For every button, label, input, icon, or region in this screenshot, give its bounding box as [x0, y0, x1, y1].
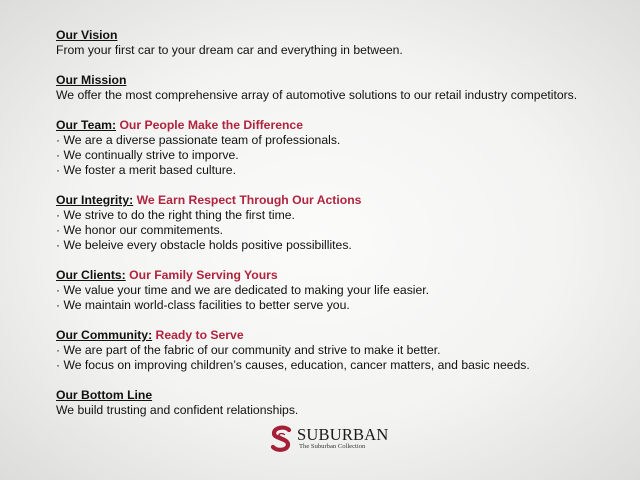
heading-tagline: Ready to Serve: [155, 328, 244, 342]
bullet-line: · We maintain world-class facilities to better serve you.: [56, 298, 350, 312]
section-heading: [56, 328, 616, 343]
section-heading: [56, 193, 616, 208]
section-vision: [56, 28, 616, 58]
bullet-line: · We focus on improving children’s causes, education, cancer matters, and basic needs.: [56, 358, 530, 372]
section-heading: [56, 268, 616, 283]
values-document: [56, 28, 616, 433]
heading-label: Our Vision: [56, 28, 118, 42]
heading-label: Our Integrity:: [56, 193, 134, 207]
bullet-line: · We are a diverse passionate team of professionals.: [56, 133, 341, 147]
section-community: [56, 328, 616, 373]
bullet-line: · We value your time and we are dedicated to making your life easier.: [56, 283, 430, 297]
section-heading: [56, 28, 616, 43]
bullet-line: · We continually strive to imporve.: [56, 148, 239, 162]
bullet-line: · We honor our commitements.: [56, 223, 224, 237]
section-bottom-line: [56, 388, 616, 418]
section-heading: [56, 118, 616, 133]
section-clients: [56, 268, 616, 313]
section-line: We offer the most comprehensive array of automotive solutions to our retail industry competitors.: [56, 88, 578, 102]
heading-label: Our Team:: [56, 118, 117, 132]
heading-label: Our Community:: [56, 328, 153, 342]
bullet-line: · We strive to do the right thing the first time.: [56, 208, 295, 222]
heading-label: Our Clients:: [56, 268, 126, 282]
bullet-line: · We foster a merit based culture.: [56, 163, 236, 177]
section-mission: [56, 73, 616, 103]
section-integrity: [56, 193, 616, 253]
section-heading: [56, 388, 616, 403]
section-team: [56, 118, 616, 178]
suburban-s-logo-icon: [270, 425, 294, 453]
section-line: We build trusting and confident relationships.: [56, 403, 299, 417]
section-heading: [56, 73, 616, 88]
bullet-line: · We beleive every obstacle holds positive possibillites.: [56, 238, 352, 252]
heading-label: Our Mission: [56, 73, 127, 87]
logo-subtitle: The Suburban Collection: [299, 443, 366, 450]
heading-tagline: We Earn Respect Through Our Actions: [136, 193, 362, 207]
suburban-logo: [270, 424, 389, 454]
logo-wordmark: SUBURBAN: [297, 425, 389, 444]
heading-tagline: Our People Make the Difference: [119, 118, 303, 132]
section-line: From your first car to your dream car and everything in between.: [56, 43, 403, 57]
bullet-line: · We are part of the fabric of our community and strive to make it better.: [56, 343, 441, 357]
heading-tagline: Our Family Serving Yours: [129, 268, 278, 282]
heading-label: Our Bottom Line: [56, 388, 153, 402]
